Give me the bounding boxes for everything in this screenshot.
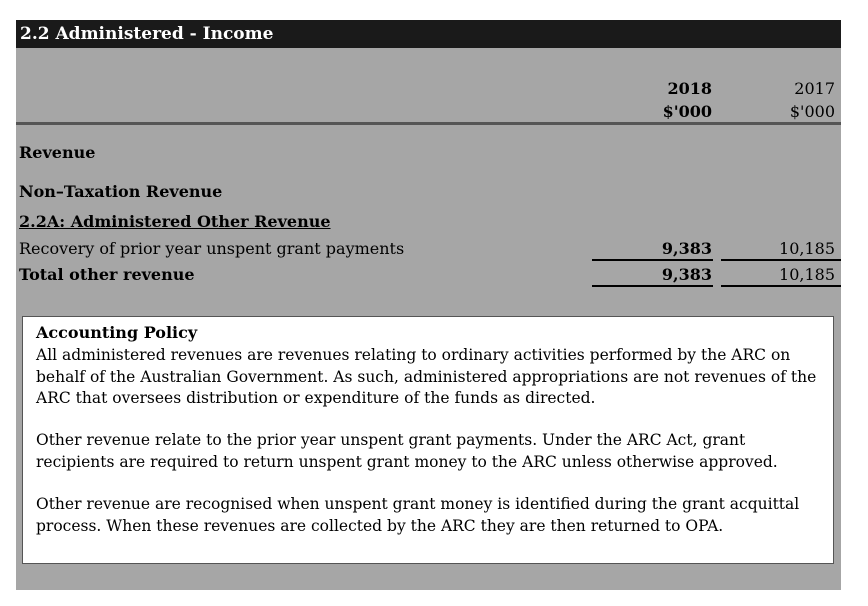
policy-paragraph-3: Other revenue are recognised when unspent grant money is identified during the grant acquittal process. When these revenues are collected by the ARC they are then returned to OPA.	[36, 495, 800, 535]
total-value-2018: 9,383	[661, 265, 712, 284]
page-title: 2.2 Administered - Income	[20, 24, 274, 44]
total-label: Total other revenue	[19, 265, 195, 284]
section-revenue: Revenue	[19, 143, 96, 162]
row-underline-2017	[721, 259, 841, 261]
row-value-2018: 9,383	[661, 239, 712, 258]
accounting-policy-box	[22, 316, 834, 564]
row-label-recovery: Recovery of prior year unspent grant payments	[19, 239, 405, 258]
income-note-panel	[16, 20, 841, 590]
column-unit-2017: $'000	[789, 102, 835, 121]
column-year-2017: 2017	[794, 79, 835, 98]
total-underline-2017	[721, 285, 841, 287]
total-value-2017: 10,185	[779, 265, 835, 284]
section-non-taxation-revenue: Non–Taxation Revenue	[19, 182, 223, 201]
policy-paragraph-2: Other revenue relate to the prior year unspent grant payments. Under the ARC Act, grant recipients are required to return unspent grant money to the ARC unless otherwise approved.	[36, 431, 778, 471]
total-underline-2018	[592, 285, 713, 287]
column-year-2018: 2018	[667, 79, 712, 98]
row-value-2017: 10,185	[779, 239, 835, 258]
policy-paragraph-1: All administered revenues are revenues relating to ordinary activities performed by the ARC on behalf of the Australian Government. As such, administered appropriations are not revenues of the ARC that oversees distribution or expenditure of the funds as directed.	[36, 346, 817, 407]
column-unit-2018: $'000	[662, 102, 712, 121]
subsection-heading: 2.2A: Administered Other Revenue	[19, 212, 331, 231]
policy-title: Accounting Policy	[36, 323, 198, 342]
header-divider	[16, 122, 841, 125]
title-bar	[16, 20, 841, 48]
row-underline-2018	[592, 259, 713, 261]
